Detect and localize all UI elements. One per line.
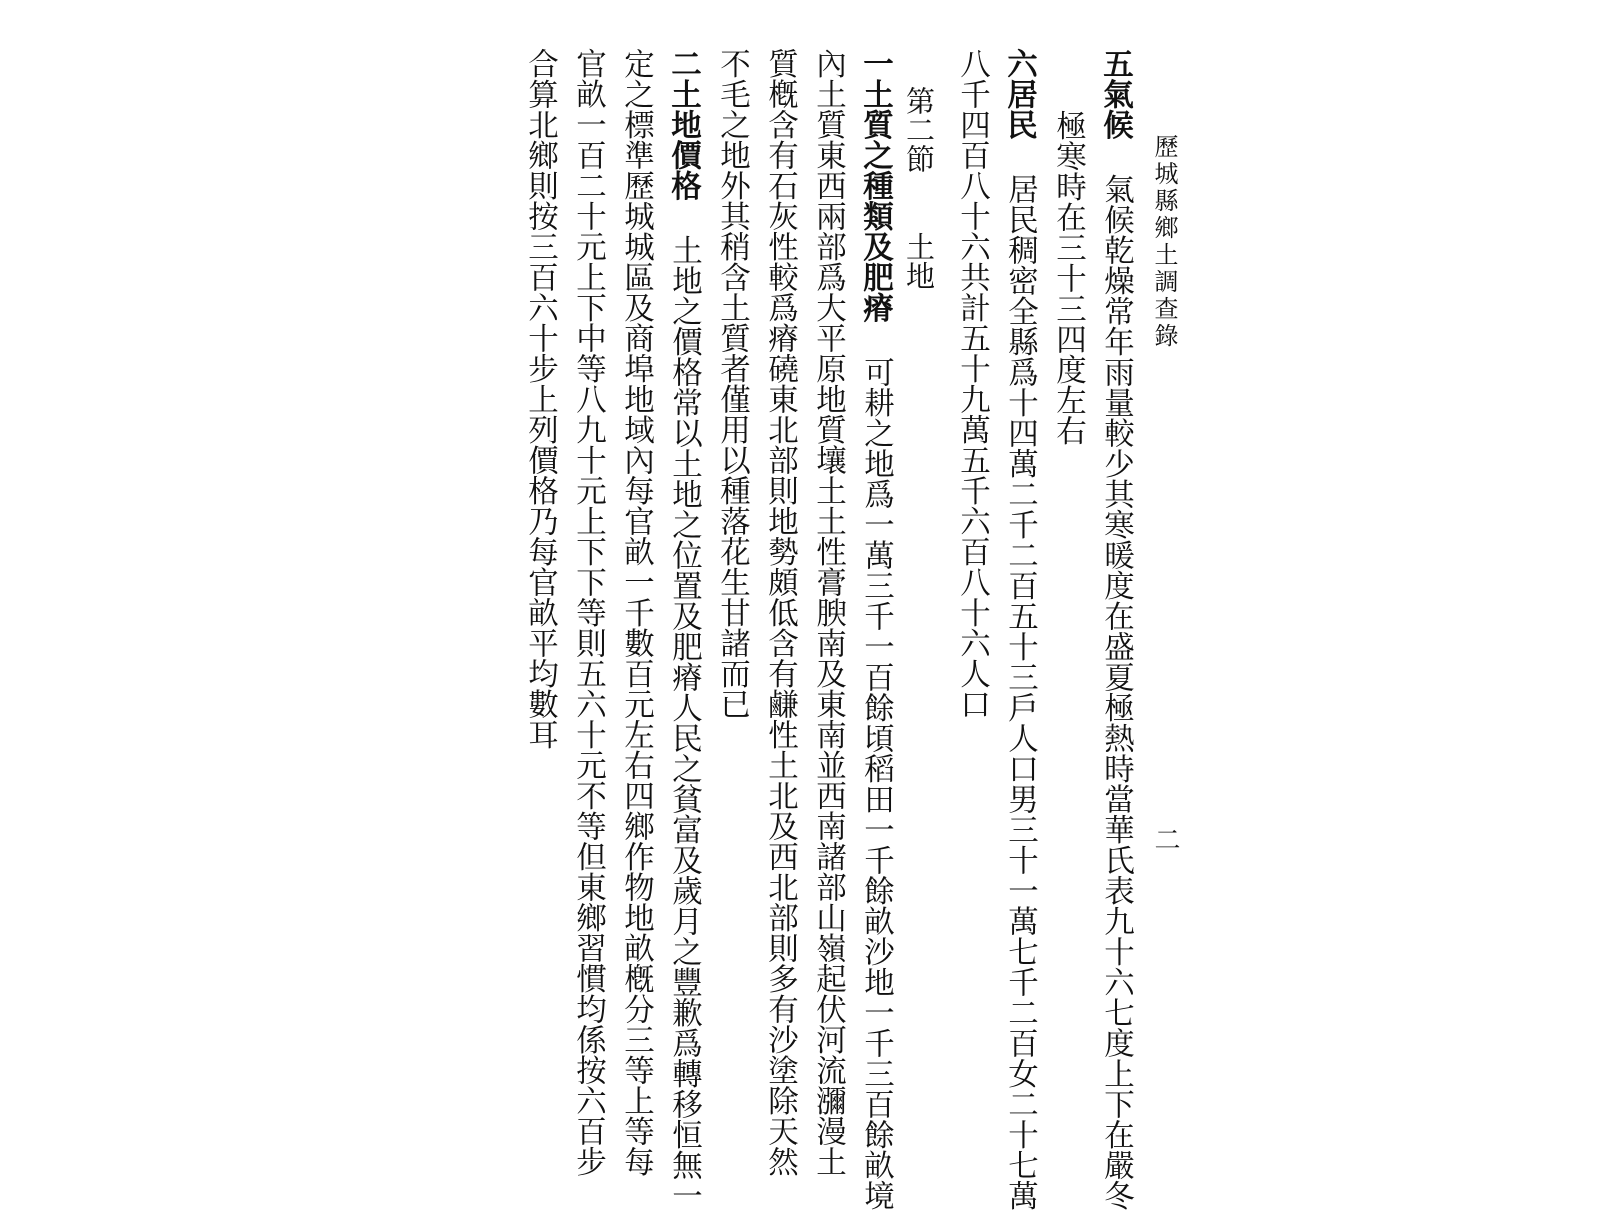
residents-text-1: 居民稠密全縣爲十四萬二千二百五十三戶人口男三十一萬七千二百女二十七萬 — [1002, 173, 1038, 1211]
page-number: 二 — [1150, 826, 1180, 852]
price-heading: 二土地價格 — [665, 48, 702, 201]
section-label: 第二節 — [902, 86, 936, 173]
climate-heading: 五氣候 — [1097, 48, 1134, 140]
climate-line-2: 極寒時在三十三四度左右 — [1050, 110, 1086, 446]
residents-line-1 — [1001, 48, 1038, 1211]
price-line-1 — [665, 48, 702, 1211]
price-line-2: 定之標準歷城城區及商埠地域內每官畝一千數百元左右四鄉作物地畝槪分三等上等每 — [618, 48, 654, 1177]
running-header-title: 歷城縣鄉土調查錄 — [1150, 134, 1178, 350]
price-line-3: 官畝一百二十元上下中等八九十元上下下等則五六十元不等但東鄉習慣均係按六百步 — [570, 48, 606, 1177]
soil-line-2: 內土質東西兩部爲大平原地質壤土土性膏腴南及東南並西南諸部山嶺起伏河流瀰漫土 — [810, 48, 846, 1177]
soil-line-4: 不毛之地外其稍含土質者僅用以種落花生甘諸而已 — [714, 48, 750, 719]
climate-text-1: 氣候乾燥常年雨量較少其寒暖度在盛夏極熱時當華氏表九十六七度上下在嚴冬 — [1098, 173, 1134, 1211]
soil-heading: 一土質之種類及肥瘠 — [857, 48, 894, 323]
climate-line-1 — [1097, 48, 1134, 1211]
section-title: 土地 — [902, 232, 936, 290]
price-text-1: 土地之價格常以土地之位置及肥瘠人民之貧富及歲月之豐歉爲轉移恒無一 — [666, 234, 702, 1211]
soil-line-3: 質槪含有石灰性較爲瘠磽東北部則地勢頗低含有鹻性土北及西北部則多有沙塗除天然 — [762, 48, 798, 1177]
residents-heading: 六居民 — [1001, 48, 1038, 140]
price-line-4: 合算北鄉則按三百六十步上列價格乃每官畝平均數耳 — [522, 48, 558, 750]
soil-text-1: 可耕之地爲一萬三千一百餘頃稻田一千餘畝沙地一千三百餘畝境 — [858, 356, 894, 1211]
residents-line-2: 八千四百八十六共計五十九萬五千六百八十六人口 — [954, 48, 990, 719]
soil-line-1 — [857, 48, 894, 1211]
